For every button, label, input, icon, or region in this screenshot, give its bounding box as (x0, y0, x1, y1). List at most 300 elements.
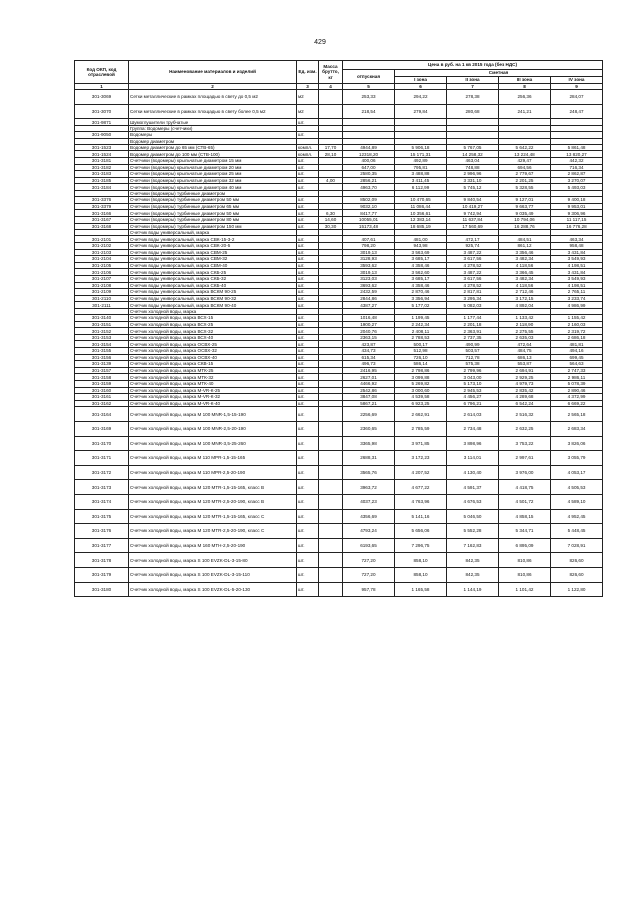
row-price-zone-1 (395, 119, 447, 126)
row-price-zone-1: 3 000,60 (395, 387, 447, 394)
row-mass (319, 269, 343, 276)
row-unit: шт. (297, 407, 319, 422)
row-price-zone-3: 16 288,76 (499, 223, 551, 230)
row-price-zone-2: 2 363,91 (447, 328, 499, 335)
table-body (75, 90, 603, 597)
table-row (75, 354, 603, 361)
header-code: Код ОКП, код отраслевой (75, 61, 129, 84)
row-price-zone-2: 2 996,96 (447, 171, 499, 178)
row-name: Счетчик воды универсальный, марка СКБ-25 (129, 269, 297, 276)
row-price-zone-4: 5 448,45 (551, 524, 603, 539)
row-code: 301-2101 (75, 236, 129, 243)
row-price-zone-2: 463,04 (447, 158, 499, 165)
row-price-zone-1: 3 562,60 (395, 269, 447, 276)
row-name: Счетчик воды универсальный, марка СВМ-32 (129, 256, 297, 263)
row-code: 301-3184 (75, 184, 129, 191)
row-price-zone-3: 3 482,34 (499, 275, 551, 282)
row-price-zone-2 (447, 119, 499, 126)
row-price-release: 496,73 (343, 361, 395, 368)
row-code: 301-2104 (75, 256, 129, 263)
row-price-zone-2: 9 742,94 (447, 210, 499, 217)
row-unit: шт. (297, 282, 319, 289)
row-price-release: 2360,65 (343, 422, 395, 437)
row-price-zone-3: 4 892,04 (499, 302, 551, 309)
row-code: 301-1524 (75, 151, 129, 158)
row-price-zone-1: 2 408,11 (395, 328, 447, 335)
row-price-zone-2: 5 552,28 (447, 524, 499, 539)
row-mass (319, 567, 343, 582)
row-price-release: 2256,69 (343, 407, 395, 422)
row-code: 301-3172 (75, 465, 129, 480)
row-price-zone-1: 586,14 (395, 361, 447, 368)
row-unit: шт. (297, 582, 319, 597)
row-price-release: 2363,15 (343, 334, 395, 341)
row-price-zone-1: 15 171,31 (395, 151, 447, 158)
row-price-zone-1: 726,10 (395, 354, 447, 361)
row-price-zone-4: 3 826,06 (551, 436, 603, 451)
row-price-release: 957,78 (343, 582, 395, 597)
row-price-zone-2: 3 617,56 (447, 256, 499, 263)
header-zone-3: III зона (499, 77, 551, 84)
row-mass (319, 334, 343, 341)
row-price-zone-4: 2 686,18 (551, 334, 603, 341)
row-name: Счетчик холодной воды, марка ОСВХ-25 (129, 341, 297, 348)
row-unit: шт. (297, 275, 319, 282)
table-header (75, 61, 603, 90)
row-mass (319, 132, 343, 139)
row-unit: м2 (297, 104, 319, 119)
row-unit: м2 (297, 90, 319, 105)
row-price-zone-1: 1 199,45 (395, 315, 447, 322)
row-unit: шт. (297, 217, 319, 224)
row-price-zone-4: 3 431,84 (551, 249, 603, 256)
row-price-zone-4: 3 233,74 (551, 295, 603, 302)
row-price-zone-2: 5 767,05 (447, 144, 499, 151)
row-mass (319, 354, 343, 361)
row-price-zone-4: 6 669,22 (551, 400, 603, 407)
row-price-zone-4: 2 890,46 (551, 387, 603, 394)
row-price-zone-4: 248,47 (551, 104, 603, 119)
table-row (75, 275, 603, 282)
row-price-release: 3693,62 (343, 282, 395, 289)
row-price-release: 8417,77 (343, 210, 395, 217)
row-price-zone-4: 7 028,91 (551, 538, 603, 553)
row-price-zone-4: 4 986,99 (551, 302, 603, 309)
row-price-zone-4: 564,63 (551, 361, 603, 368)
price-table (74, 60, 603, 597)
row-price-release: 727,20 (343, 567, 395, 582)
row-price-zone-2: 4 591,37 (447, 480, 499, 495)
row-price-zone-1: 2 662,91 (395, 407, 447, 422)
row-mass: 17,70 (319, 144, 343, 151)
table-row (75, 334, 603, 341)
row-price-release: 434,73 (343, 348, 395, 355)
row-name: Счетчик холодной воды, марка ВСХ-15 (129, 315, 297, 322)
row-code: 301-9050 (75, 132, 129, 139)
row-price-zone-4: 4 505,53 (551, 480, 603, 495)
row-price-release: 4963,70 (343, 184, 395, 191)
row-price-zone-4: 9 953,01 (551, 203, 603, 210)
row-price-zone-4: 3 055,79 (551, 451, 603, 466)
row-name: Сетки металлические в рамках площадью в свету до 0,5 м2 (129, 90, 297, 105)
row-name: Счетчик холодной воды, марка М-VR-К-40 (129, 400, 297, 407)
row-code: 301-3166 (75, 210, 129, 217)
row-mass (319, 394, 343, 401)
row-mass (319, 436, 343, 451)
row-price-zone-3: 4 418,75 (499, 480, 551, 495)
row-price-zone-4: 463,34 (551, 236, 603, 243)
row-price-zone-3: 2 694,91 (499, 367, 551, 374)
row-price-release: 4944,89 (343, 144, 395, 151)
row-price-zone-2: 2 734,48 (447, 422, 499, 437)
table-row (75, 151, 603, 158)
row-code: 301-2102 (75, 242, 129, 249)
row-name: Счетчики (водомеры) крыльчатые диаметром 15 мм (129, 158, 297, 165)
row-name: Счетчики (водомеры) крыльчатые диаметром 32 мм (129, 177, 297, 184)
row-unit: шт. (297, 321, 319, 328)
row-price-zone-2: 2 799,96 (447, 367, 499, 374)
row-price-zone-4: 4 198,51 (551, 282, 603, 289)
row-price-zone-4: 2 565,18 (551, 407, 603, 422)
row-mass (319, 164, 343, 171)
row-code: 301-3181 (75, 158, 129, 165)
table-row (75, 132, 603, 139)
row-code: 301-3175 (75, 509, 129, 524)
row-name: Счетчик холодной воды, марка S 100 EVZK-DL-5-20-130 (129, 582, 297, 597)
row-price-zone-1: 512,98 (395, 348, 447, 355)
row-price-zone-1: 11 086,44 (395, 203, 447, 210)
row-price-zone-3: 4 979,73 (499, 381, 551, 388)
row-name: Счетчики (водомеры) крыльчатые диаметром 40 мм (129, 184, 297, 191)
row-price-zone-4 (551, 119, 603, 126)
table-row (75, 422, 603, 437)
row-price-zone-3: 2 997,61 (499, 451, 551, 466)
row-price-release: 647,00 (343, 164, 395, 171)
row-mass (319, 480, 343, 495)
table-row (75, 436, 603, 451)
row-price-zone-3: 2 201,25 (499, 177, 551, 184)
row-price-zone-2: 10 419,27 (447, 203, 499, 210)
table-row (75, 242, 603, 249)
row-unit: шт. (297, 184, 319, 191)
row-name: Счетчик холодной воды, марка М 110 MPR-1,5-15-165 (129, 451, 297, 466)
row-mass (319, 104, 343, 119)
row-unit: шт. (297, 328, 319, 335)
row-price-zone-1: 2 242,34 (395, 321, 447, 328)
row-price-zone-3: 553,87 (499, 361, 551, 368)
column-index: 1 (75, 84, 129, 90)
row-price-zone-2: 503,57 (447, 348, 499, 355)
row-price-zone-4: 1 155,42 (551, 315, 603, 322)
row-mass (319, 295, 343, 302)
row-code: 301-3070 (75, 104, 129, 119)
row-name: Счетчик холодной воды, марка S 100 EVZK-DL-3-15-80 (129, 553, 297, 568)
row-name: Водомер диаметром до 100 мм (СТВ-100) (129, 151, 297, 158)
row-unit: шт. (297, 538, 319, 553)
row-name: Счетчик холодной воды, марка М 120 MTR-1,5-15-165, класс С (129, 509, 297, 524)
row-code: 301-3158 (75, 374, 129, 381)
table-row (75, 361, 603, 368)
table-row (75, 289, 603, 296)
row-mass (319, 171, 343, 178)
row-price-zone-1: 2 798,86 (395, 367, 447, 374)
row-price-zone-1: 500,17 (395, 341, 447, 348)
row-price-release: 3128,93 (343, 256, 395, 263)
row-code: 301-3157 (75, 367, 129, 374)
row-price-zone-4: 11 117,15 (551, 217, 603, 224)
row-unit: шт. (297, 295, 319, 302)
row-price-zone-4: 16 776,28 (551, 223, 603, 230)
row-unit: шт. (297, 524, 319, 539)
row-code: 301-2106 (75, 269, 129, 276)
row-price-zone-2: 7 162,83 (447, 538, 499, 553)
header-name: Наименование материалов и изделий (129, 61, 297, 84)
row-code: 301-3170 (75, 436, 129, 451)
row-price-zone-2: 3 487,22 (447, 249, 499, 256)
row-price-zone-2: 4 456,27 (447, 394, 499, 401)
row-price-release: 3847,08 (343, 394, 395, 401)
row-price-zone-1: 3 099,88 (395, 374, 447, 381)
row-price-zone-1: 4 358,46 (395, 282, 447, 289)
table-row (75, 256, 603, 263)
table-row (75, 158, 603, 165)
row-name: Счетчик холодной воды, марка М 100 MNR-1,5-15-190 (129, 407, 297, 422)
row-mass (319, 451, 343, 466)
page-number: 429 (314, 39, 326, 46)
row-unit: шт. (297, 334, 319, 341)
row-code: 301-2107 (75, 275, 129, 282)
row-price-release: 2627,01 (343, 374, 395, 381)
row-price-zone-1: 492,89 (395, 158, 447, 165)
row-code: 301-3159 (75, 381, 129, 388)
row-price-zone-4: 4 198,51 (551, 262, 603, 269)
row-code: 301-3185 (75, 177, 129, 184)
row-mass (319, 400, 343, 407)
row-name: Счетчик холодной воды, марка М 120 MTR-1,5-15-165, класс В (129, 480, 297, 495)
row-price-zone-3 (499, 119, 551, 126)
row-price-zone-4: 9 400,18 (551, 197, 603, 204)
row-name: Счетчик воды универсальный, марка (129, 230, 297, 236)
row-mass (319, 524, 343, 539)
row-price-zone-4: 4 372,99 (551, 394, 603, 401)
row-unit: шт. (297, 394, 319, 401)
header-unit: Ед. изм. (297, 61, 319, 84)
row-price-zone-2: 9 840,54 (447, 197, 499, 204)
row-price-zone-3: 5 642,22 (499, 144, 551, 151)
row-code: 301-3183 (75, 171, 129, 178)
row-price-zone-4: 5 861,48 (551, 144, 603, 151)
row-price-zone-1: 279,84 (395, 104, 447, 119)
row-price-zone-2: 842,35 (447, 567, 499, 582)
row-mass (319, 361, 343, 368)
row-price-release: 253,33 (343, 90, 395, 105)
row-price-zone-1: 6 923,25 (395, 400, 447, 407)
row-price-zone-1: 5 906,18 (395, 144, 447, 151)
table-row (75, 144, 603, 151)
row-unit: шт. (297, 422, 319, 437)
row-mass (319, 256, 343, 263)
row-name: Счетчик воды универсальный, марка ВСКМ 90-32 (129, 295, 297, 302)
row-unit: шт. (297, 374, 319, 381)
row-code: 301-3155 (75, 348, 129, 355)
row-price-zone-3: 2 118,90 (499, 321, 551, 328)
row-price-zone-3: 3 976,00 (499, 465, 551, 480)
row-price-zone-2: 2 737,35 (447, 334, 499, 341)
table-row (75, 387, 603, 394)
row-mass (319, 289, 343, 296)
row-mass (319, 315, 343, 322)
row-price-zone-4: 2 683,34 (551, 422, 603, 437)
header-estimated: Сметная (395, 70, 603, 77)
row-price-zone-3: 5 328,55 (499, 184, 551, 191)
row-name: Счетчик холодной воды, марка МТК-25 (129, 367, 297, 374)
row-unit: шт. (297, 132, 319, 139)
row-price-zone-2: 3 114,01 (447, 451, 499, 466)
row-name: Счетчик холодной воды, марка ОСВХ-32 (129, 348, 297, 355)
row-price-zone-3: 810,86 (499, 567, 551, 582)
row-code: 301-3140 (75, 315, 129, 322)
row-mass (319, 387, 343, 394)
row-price-release: 4356,69 (343, 509, 395, 524)
row-price-release: 9032,10 (343, 203, 395, 210)
row-unit: шт. (297, 164, 319, 171)
row-unit: шт. (297, 367, 319, 374)
table-row (75, 269, 603, 276)
row-name: Водомер диаметром (129, 138, 297, 144)
row-unit: шт. (297, 236, 319, 243)
row-name: Счетчик холодной воды, марка М 100 MNR-2,5-20-190 (129, 422, 297, 437)
row-mass: 30,30 (319, 223, 343, 230)
row-name: Счетчики (водомеры) турбинные диаметром 50 мм (129, 197, 297, 204)
table-row (75, 480, 603, 495)
row-code: 301-3151 (75, 321, 129, 328)
row-code: 301-3164 (75, 407, 129, 422)
row-price-zone-1: 481,00 (395, 236, 447, 243)
row-price-zone-1: 943,98 (395, 242, 447, 249)
table-row (75, 203, 603, 210)
row-price-zone-2: 3 043,00 (447, 374, 499, 381)
row-mass (319, 321, 343, 328)
row-price-release: 2542,86 (343, 387, 395, 394)
row-price-zone-3: 3 172,15 (499, 295, 551, 302)
row-price-release: 218,54 (343, 104, 395, 119)
row-name: Счетчик холодной воды, марка (129, 308, 297, 314)
row-price-zone-1: 4 207,52 (395, 465, 447, 480)
row-name: Счетчик холодной воды, марка М-VR-К-32 (129, 394, 297, 401)
row-price-release: 12318,20 (343, 151, 395, 158)
row-unit: шт. (297, 223, 319, 230)
table-row (75, 367, 603, 374)
row-price-zone-2: 490,99 (447, 341, 499, 348)
row-price-zone-2: 4 676,53 (447, 494, 499, 509)
row-price-release: 4466,92 (343, 381, 395, 388)
table-row (75, 104, 603, 119)
table-row (75, 236, 603, 243)
row-price-zone-4: 2 986,11 (551, 374, 603, 381)
row-code: 301-3168 (75, 223, 129, 230)
table-row (75, 90, 603, 105)
row-price-release: 10055,01 (343, 217, 395, 224)
row-price-zone-2: 2 201,18 (447, 321, 499, 328)
row-price-release: 615,34 (343, 354, 395, 361)
row-price-zone-3: 4 118,56 (499, 262, 551, 269)
row-price-zone-3 (499, 132, 551, 139)
row-code: 301-2110 (75, 295, 129, 302)
column-index: 9 (551, 84, 603, 90)
row-price-zone-4: 2 862,87 (551, 171, 603, 178)
row-code: 301-3173 (75, 480, 129, 495)
row-code: 301-3152 (75, 328, 129, 335)
table-row (75, 341, 603, 348)
row-price-release: 2416,95 (343, 367, 395, 374)
row-price-release: 4037,23 (343, 494, 395, 509)
row-price-zone-4: 3 549,93 (551, 275, 603, 282)
table-row (75, 538, 603, 553)
row-price-release: 5867,21 (343, 400, 395, 407)
row-name: Счетчик холодной воды, марка М 100 MNR-3,5-25-260 (129, 436, 297, 451)
row-price-zone-4: 716,34 (551, 164, 603, 171)
row-mass: 6,30 (319, 210, 343, 217)
row-price-release (343, 132, 395, 139)
row-mass (319, 582, 343, 597)
row-price-release: 15173,48 (343, 223, 395, 230)
table-row (75, 321, 603, 328)
row-price-zone-3: 2 275,55 (499, 328, 551, 335)
row-price-release: 400,06 (343, 158, 395, 165)
row-price-zone-2: 1 144,19 (447, 582, 499, 597)
row-price-zone-2: 3 295,34 (447, 295, 499, 302)
row-code: 301-3156 (75, 354, 129, 361)
row-code: 301-3162 (75, 400, 129, 407)
row-name: Счетчик воды универсальный, марка СВМ-40 (129, 262, 297, 269)
row-price-zone-4: 3 270,07 (551, 177, 603, 184)
row-price-zone-3: 6 542,24 (499, 400, 551, 407)
row-price-release: 3963,72 (343, 480, 395, 495)
row-price-zone-1: 7 296,75 (395, 538, 447, 553)
row-code: 301-3178 (75, 553, 129, 568)
row-mass (319, 197, 343, 204)
table-row (75, 249, 603, 256)
column-index: 7 (447, 84, 499, 90)
row-mass: 4,00 (319, 177, 343, 184)
table-row (75, 509, 603, 524)
row-code: 301-2105 (75, 262, 129, 269)
row-price-zone-4: 9 306,96 (551, 210, 603, 217)
table-row (75, 315, 603, 322)
row-code: 301-3177 (75, 538, 129, 553)
table-row (75, 262, 603, 269)
row-price-zone-1: 2 785,59 (395, 422, 447, 437)
header-zone-1: I зона (395, 77, 447, 84)
row-code: 301-3180 (75, 582, 129, 597)
row-mass (319, 262, 343, 269)
row-price-zone-3: 4 501,72 (499, 494, 551, 509)
row-price-zone-2: 748,88 (447, 164, 499, 171)
row-unit: шт. (297, 210, 319, 217)
table-row (75, 465, 603, 480)
row-price-zone-3: 10 794,06 (499, 217, 551, 224)
row-unit: шт. (297, 315, 319, 322)
row-price-zone-1: 6 112,99 (395, 184, 447, 191)
row-price-zone-1: 18 685,19 (395, 223, 447, 230)
row-price-zone-2: 5 745,12 (447, 184, 499, 191)
column-index: 5 (343, 84, 395, 90)
row-mass (319, 282, 343, 289)
row-mass (319, 90, 343, 105)
row-mass (319, 509, 343, 524)
row-price-release: 2856,21 (343, 177, 395, 184)
table-row (75, 177, 603, 184)
